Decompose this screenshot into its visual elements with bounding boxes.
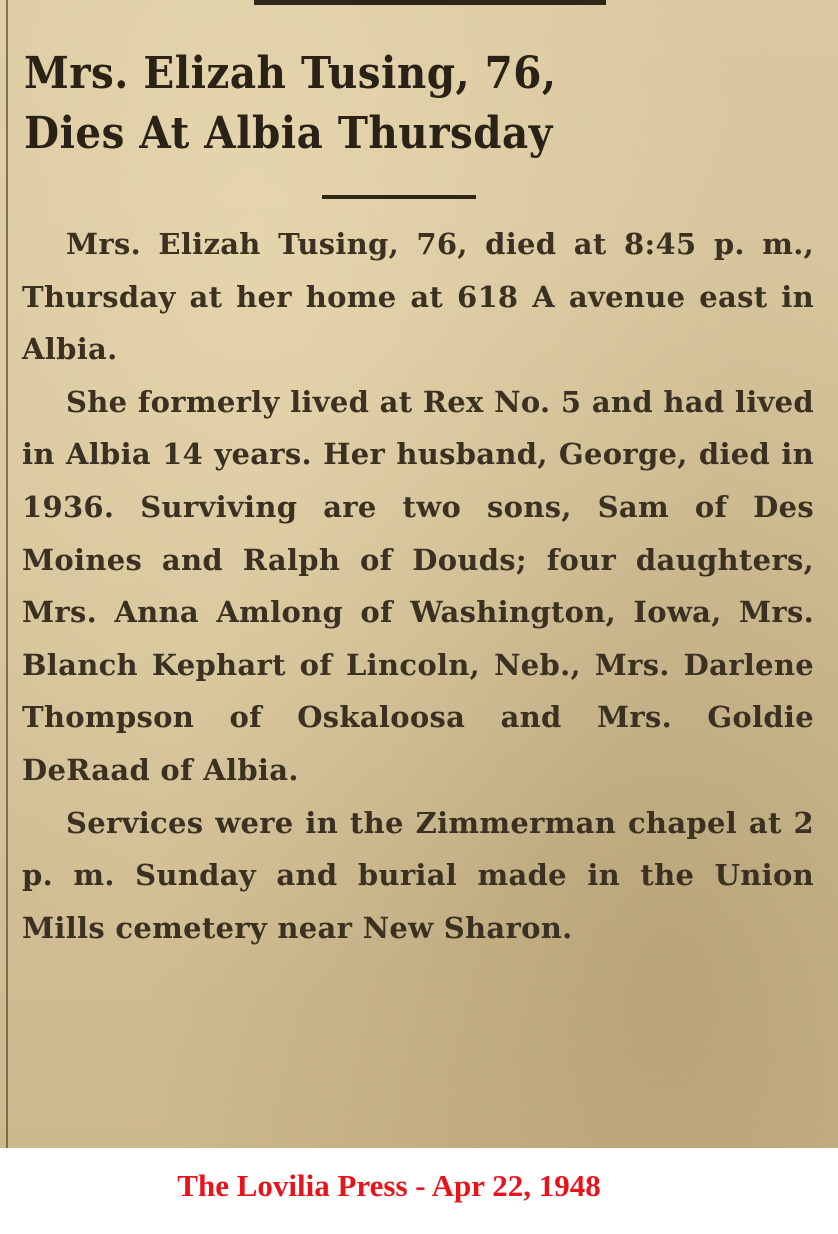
article-body bbox=[22, 218, 814, 954]
headline bbox=[24, 44, 760, 164]
paragraph-survivors: She formerly lived at Rex No. 5 and had lived in Albia 14 years. Her husband, George, died in 1936. Surviving are two sons, Sam of Des Moines and Ralph of Douds; four daughters, Mrs. Anna Amlong of Washington, Iowa, Mrs. Blanch Kephart of Lincoln, Neb., Mrs. Darlene Thompson of Oskaloosa and Mrs. Goldie DeRaad of Albia. bbox=[22, 384, 814, 787]
headline-line-1: Mrs. Elizah Tusing, 76, bbox=[24, 48, 557, 99]
paragraph-services: Services were in the Zimmerman chapel at 2 p. m. Sunday and burial made in the Union Mills cemetery near New Sharon. bbox=[22, 805, 814, 945]
source-caption: The Lovilia Press - Apr 22, 1948 bbox=[177, 1168, 601, 1203]
headline-divider bbox=[322, 195, 476, 199]
paragraph-death-notice: Mrs. Elizah Tusing, 76, died at 8:45 p. m., Thursday at her home at 618 A avenue east in Albia. bbox=[22, 227, 814, 367]
column-rule bbox=[6, 0, 8, 1148]
headline-line-2: Dies At Albia Thursday bbox=[24, 108, 553, 159]
top-rule bbox=[254, 0, 606, 5]
